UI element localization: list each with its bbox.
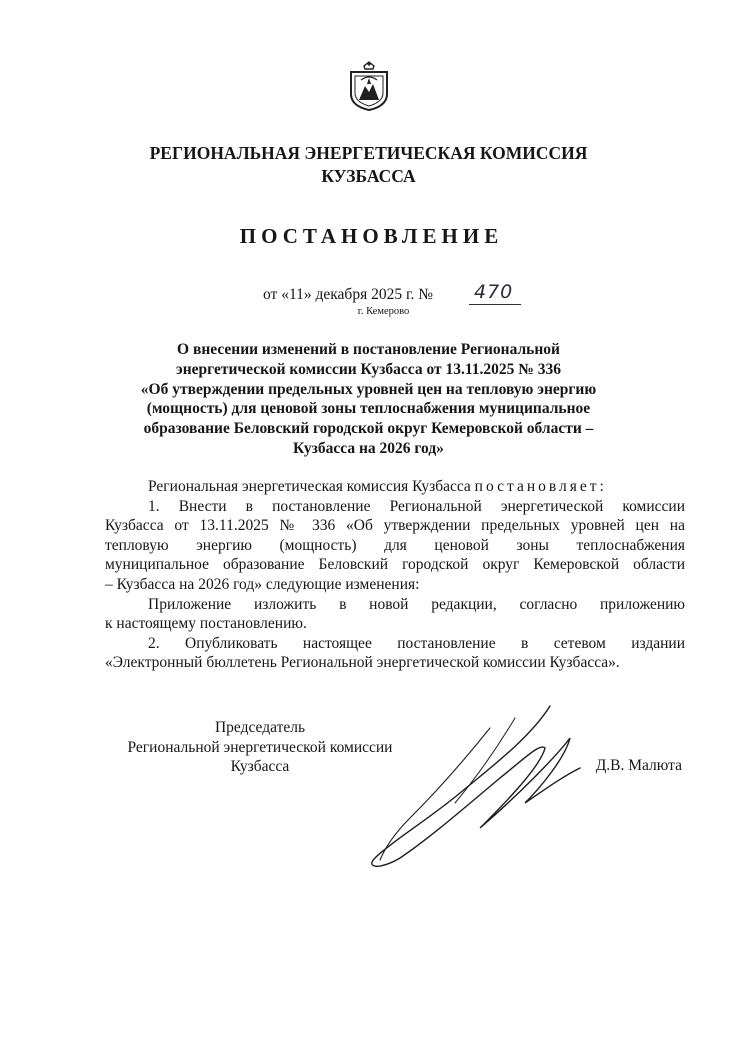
document-type: ПОСТАНОВЛЕНИЕ <box>239 224 504 248</box>
coat-of-arms-icon <box>347 60 391 112</box>
document-body <box>105 477 685 673</box>
item1-sub-line: к настоящему постановлению. <box>105 615 307 633</box>
item2-line: «Электронный бюллетень Региональной энергетической комиссии Кузбасса». <box>105 654 620 672</box>
date-text: от «11» декабря 2025 г. № <box>263 286 434 303</box>
intro-prefix: Региональная энергетическая комиссия Кузбасса <box>148 478 471 495</box>
handwritten-signature <box>340 698 590 878</box>
intro-paragraph <box>105 477 685 497</box>
number-underline <box>469 304 521 305</box>
subject-line: (мощность) для ценовой зоны теплоснабжения муниципальное <box>146 400 591 418</box>
city: г. Кемерово <box>357 306 410 317</box>
signatory-title-line: Региональной энергетической комиссии <box>127 738 393 756</box>
item1-line: муниципальное образование Беловский городской округ Кемеровской области <box>105 556 685 574</box>
subject-line: энергетической комиссии Кузбасса от 13.11.2025 № 336 <box>176 360 561 378</box>
document-number: 470 <box>474 281 514 303</box>
org-line-1: РЕГИОНАЛЬНАЯ ЭНЕРГЕТИЧЕСКАЯ КОМИССИЯ <box>149 143 588 163</box>
subject-line: Кузбасса на 2026 год» <box>293 439 444 457</box>
subject-line: О внесении изменений в постановление Региональной <box>177 341 560 358</box>
subject-line: образование Беловский городской округ Кемеровской области – <box>143 420 594 438</box>
organization-name <box>0 142 737 188</box>
document-subject <box>0 340 737 459</box>
date-line <box>263 281 514 304</box>
signatory-title-line: Председатель <box>214 719 306 736</box>
subject-line: «Об утверждении предельных уровней цен на тепловую энергию <box>140 380 597 398</box>
item1-line: тепловую энергию (мощность) для ценовой зоны теплоснабжения <box>105 536 685 554</box>
item1-line: – Кузбасса на 2026 год» следующие изменения: <box>105 575 420 593</box>
item1-line: Кузбасса от 13.11.2025 № 336 «Об утверждении предельных уровней цен на <box>105 517 685 535</box>
signatory-name: Д.В. Малюта <box>595 757 682 774</box>
intro-verb: постановляет: <box>474 478 607 495</box>
item1-line: 1. Внести в постановление Региональной энергетической комиссии <box>148 497 685 515</box>
signatory-title-line: Кузбасса <box>230 758 290 776</box>
org-line-2: КУЗБАССА <box>321 166 416 186</box>
item1-sub-line: Приложение изложить в новой редакции, согласно приложению <box>148 595 685 613</box>
item2-line: 2. Опубликовать настоящее постановление в сетевом издании <box>148 634 685 652</box>
